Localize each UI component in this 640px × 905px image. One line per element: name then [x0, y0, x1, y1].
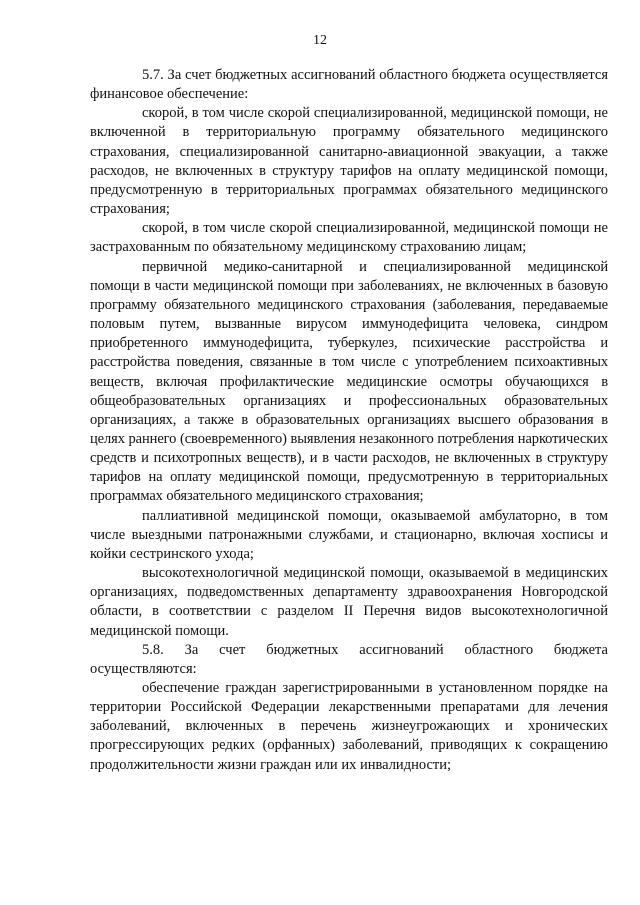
paragraph-uninsured-care: скорой, в том числе скорой специализированной, медицинской помощи не застрахованным по обязательному медицинскому страхованию лицам;: [90, 220, 608, 256]
page-number: 12: [313, 33, 327, 48]
paragraph-primary-care: первичной медико-санитарной и специализированной медицинской помощи в части медицинской помощи при заболеваниях, не включенных в базовую программу обязательного медицинского страхования (заболевания, передаваемые половым путем, вызванные вирусом иммунодефицита человека, синдром приобретенного иммунодефицита, туберкулез, психические расстройства и расстройства поведения, связанные в том числе с употреблением психоактивных веществ, включая профилактические медицинские осмотры обучающихся в общеобразовательных организациях и профессиональных образовательных организациях, а также в образовательных организациях высшего образования в целях раннего (своевременного) выявления незаконного потребления наркотических средств и психотропных веществ), и в части расходов, не включенных в структуру тарифов на оплату медицинской помощи, предусмотренную в территориальных программах обязательного медицинского страхования;: [90, 258, 608, 505]
paragraph-section-5-7: 5.7. За счет бюджетных ассигнований областного бюджета осуществляется финансовое обеспечение:: [90, 67, 608, 103]
paragraph-high-tech-care: высокотехнологичной медицинской помощи, оказываемой в медицинских организациях, подведомственных департаменту здравоохранения Новгородской области, в соответствии с разделом II Перечня видов высокотехнологичной медицинской помощи.: [90, 565, 608, 639]
paragraph-drug-provision: обеспечение граждан зарегистрированными в установленном порядке на территории Российской Федерации лекарственными препаратами для лечения заболеваний, включенных в перечень жизнеугрожающих и хронических прогрессирующих редких (орфанных) заболеваний, приводящих к сокращению продолжительности жизни граждан или их инвалидности;: [90, 680, 608, 773]
paragraph-palliative-care: паллиативной медицинской помощи, оказываемой амбулаторно, в том числе выездными патронажными службами, и стационарно, включая хосписы и койки сестринского ухода;: [90, 507, 608, 562]
paragraph-emergency-care: скорой, в том числе скорой специализированной, медицинской помощи, не включенной в территориальную программу обязательного медицинского страхования, специализированной санитарно-авиационной эвакуации, а также расходов, не включенных в структуру тарифов на оплату медицинской помощи, предусмотренную в территориальных программах обязательного медицинского страхования;: [90, 105, 608, 218]
paragraph-section-5-8: 5.8. За счет бюджетных ассигнований областного бюджета осуществляются:: [90, 641, 608, 677]
document-body: [90, 66, 608, 775]
